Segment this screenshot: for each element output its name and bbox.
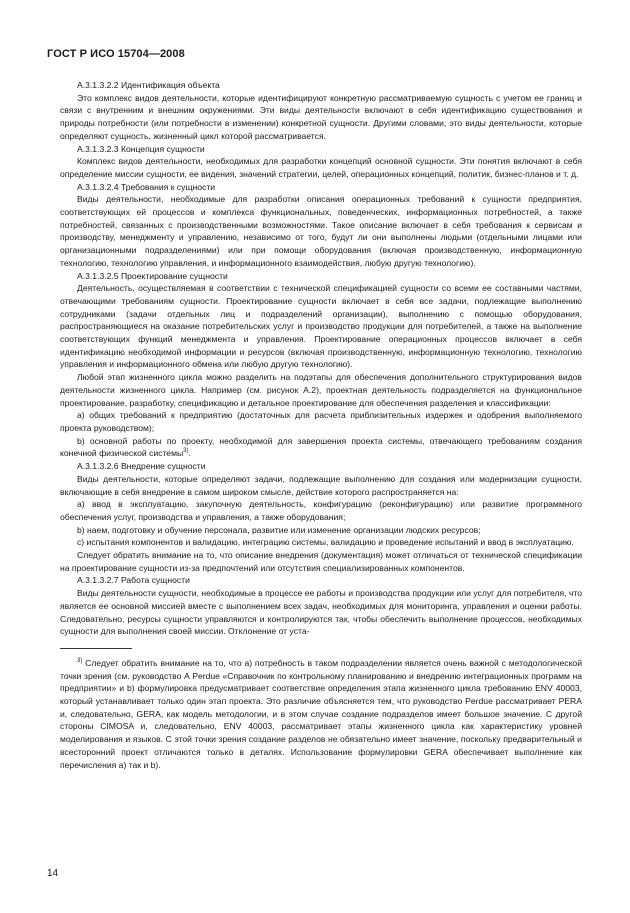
paragraph-text: Комплекс видов деятельности, необходимых для разработки концепций основной сущности. Эти понятия включают в себя определение миссии сущности, ее видения, значений стратегии, целей, операционных концепций, политик, бизнес-планов и т. д. xyxy=(60,156,582,179)
paragraph xyxy=(60,92,582,143)
paragraph-text: А.3.1.3.2.7 Работа сущности xyxy=(77,575,190,586)
paragraph-text: b) основной работы по проекту, необходимой для завершения проекта системы, отвечающего требованиям создания конечной физической системы xyxy=(60,435,582,459)
paragraph-text: А.3.1.3.2.5 Проектирование сущности xyxy=(77,270,228,281)
paragraph xyxy=(60,155,582,180)
footnote-mark: 3) xyxy=(77,658,83,665)
section-heading xyxy=(60,143,582,156)
footnote-text: Следует обратить внимание на то, что а) потребность в таком подразделении является очень важной с методологической точки зрения (см. руководство А Perdue «Справочник по контрольному планированию и внедрению интеграционных программ на предприятии» и b) формулировка предусматривает соответствие определения этапа жизненного цикла требованию ENV 40003, который устанавливает только один этап проекта. Это различие объясняется тем, что руководство Perdue рассматривает PERA и, следовательно, GERA, как модель методологии, и в этом случае создание подразделов имеет большое значение. С другой стороны CIMOSA и, следовательно, ENV 40003, рассматривает этапы жизненного цикла как характеристику уровней моделирования и языков. С этой точки зрения создание разделов не обязательно имеет значение, поскольку предварительный и всесторонний проект отличаются только в деталях. Использование формулировки GERA обеспечивает выполнение как перечисления а) так и b). xyxy=(60,657,583,770)
paragraph-text: b) наем, подготовку и обучение персонала, развитие или изменение организации людских ресурсов; xyxy=(77,524,481,535)
footnote-reference: 3) xyxy=(183,448,189,455)
paragraph xyxy=(60,409,582,434)
paragraph-text: Деятельность, осуществляемая в соответствии с технической спецификацией сущности со всеми ее составными частями, отвечающими требованиям сущности. Проектирование сущности включает в себя все задачи, подлежащие выполнению сотрудниками (задачи отдельных лиц и подразделений организации), выполнению с помощью оборудования, распространяющиеся на оказание потребительских услуг и производство продукции для потребителей, а также на выполнение соответствующих функций менеджмента и управления. Проектирование операционных процессов включает в себя идентификацию необходимой информации и ресурсов (включая производственную, информационную технологию, технологию управления и информационного обмена или любую другую технологию). xyxy=(60,283,582,370)
paragraph xyxy=(60,371,582,409)
paragraph xyxy=(60,524,582,537)
paragraph-text: Виды деятельности сущности, необходимые в процессе ее работы и производства продукции или услуг для потребителя, что является ее основной миссией вместе с выполнением всех задач, необходимых для мониторинга, управления и оценки работы. Следовательно, ресурсы сущности управляются и контролируются так, чтобы обеспечить выполнение процессов, необходимых сущности для выполнения своей миссии. Отклонение от уста- xyxy=(60,588,582,637)
footnote xyxy=(60,657,582,771)
paragraph xyxy=(60,536,582,549)
paragraph-text: А.3.1.3.2.2 Идентификация объекта xyxy=(77,80,220,90)
paragraph-text: А.3.1.3.2.6 Внедрение сущности xyxy=(77,461,206,472)
section-heading xyxy=(60,460,582,473)
paragraph xyxy=(60,587,582,638)
paragraph-text: a) ввод в эксплуатацию, закупочную деятельность, конфигурацию (реконфигурацию) или развитие программного обеспечения услуг, производства и управления, а также оборудования; xyxy=(60,499,582,522)
paragraph-text: А.3.1.3.2.3 Концепция сущности xyxy=(77,143,205,154)
page-number: 14 xyxy=(47,868,59,879)
paragraph xyxy=(60,549,582,574)
section-heading xyxy=(60,79,582,92)
section-heading xyxy=(60,574,582,587)
paragraph-text: А.3.1.3.2.4 Требования к сущности xyxy=(77,181,216,192)
paragraph-text: a) общих требований к предприятию (достаточных для расчета приблизительных издержек и одобрения выполняемого проекта руководством); xyxy=(60,410,582,433)
section-heading xyxy=(60,270,582,283)
paragraph-text: Любой этап жизненного цикла можно разделить на подэтапы для обеспечения дополнительного структурирования видов деятельности жизненного цикла. Например (см. рисунок А.2), проектная деятельность подразделяется на функциональное проектирование, разработку, спецификацию и детальное проектирование для обеспечения разделения и классификации: xyxy=(60,372,582,408)
main-content xyxy=(60,79,582,771)
paragraphs xyxy=(60,79,582,638)
footnote-separator xyxy=(60,648,132,649)
paragraph xyxy=(60,498,582,523)
document-header: ГОСТ Р ИСО 15704—2008 xyxy=(47,48,185,60)
paragraph xyxy=(60,282,582,371)
paragraph-text: Виды деятельности, необходимые для разработки описания операционных требований к сущности предприятия, соответствующих ей процессов и комплекса функциональных, поведенческих, информационных потребностей, а также потребностей, связанных с производственными возможностями. Такое описание включает в себя требования к сервисам и производству, менеджменту и управлению, независимо от того, будут ли они выполнены людьми (отдельными лицами или организационными подразделениями) или при помощи оборудования (включая производственную, информационную технологию, технологию управления, и информационного взаимодействия, любую другую технологию). xyxy=(60,194,582,268)
section-heading xyxy=(60,181,582,194)
paragraph xyxy=(60,473,582,498)
paragraph-text: Следует обратить внимание на то, что описание внедрения (документация) может отличаться от технической спецификации на проектирование сущности из-за предпочтений или отсутствия специализированных компонентов. xyxy=(60,550,582,573)
paragraph-text: Это комплекс видов деятельности, которые идентифицируют конкретную рассматриваемую сущность с учетом ее границ и связи с внутренним и внешним окружениями. Эти виды деятельности включают в себя идентификацию существования и природы потребности (или потребности в изменении) конкретной сущности. Другими словами, это виды деятельности, которые определяют сущность, жизненный цикл которой рассматривается. xyxy=(60,92,582,141)
paragraph xyxy=(60,435,582,460)
paragraph-tail: . xyxy=(188,448,191,459)
paragraph xyxy=(60,193,582,269)
paragraph-text: c) испытания компонентов и валидацию, интеграцию системы, валидацию и проведение испытаний и ввод в эксплуатацию. xyxy=(77,537,574,548)
paragraph-text: Виды деятельности, которые определяют задачи, подлежащие выполнению для создания или модернизации сущности, включающие в себя внедрение в самом широком смысле, действие которого распространяется на: xyxy=(60,473,582,497)
